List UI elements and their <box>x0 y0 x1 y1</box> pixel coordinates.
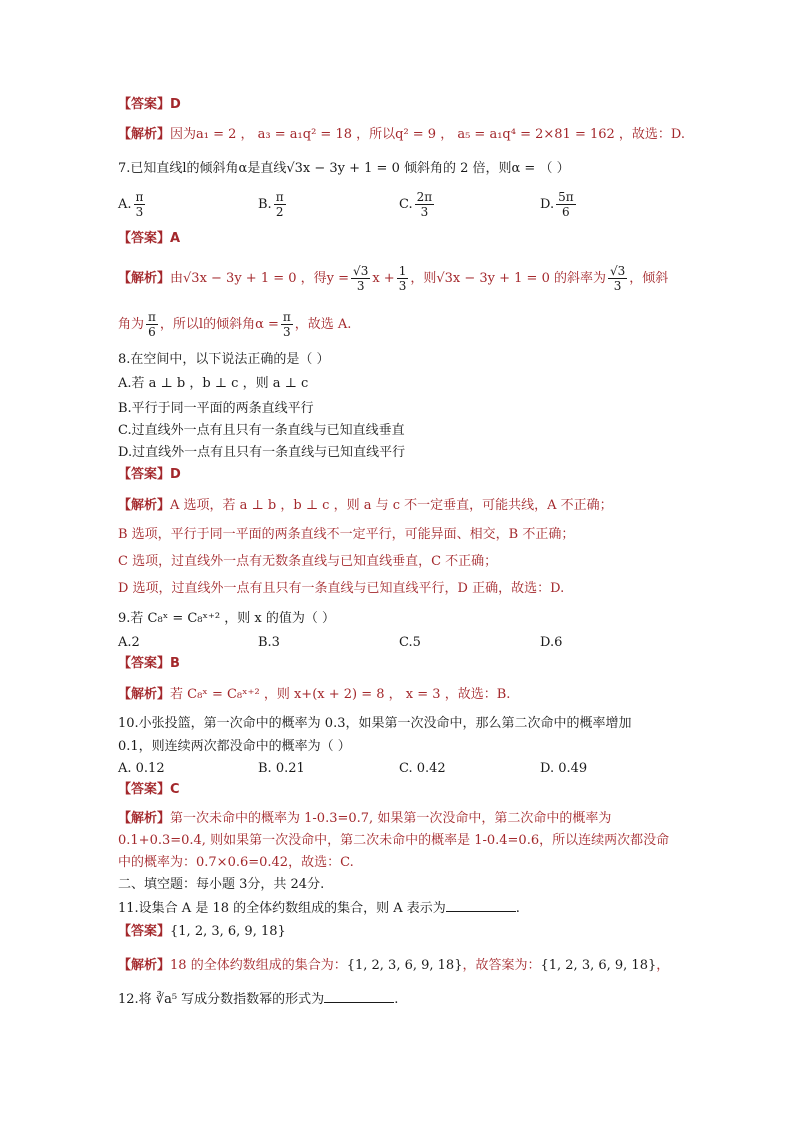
q9-option-b: B.3 <box>258 635 280 650</box>
question-10-cont: 0.1，则连续两次都没命中的概率为（ ） <box>118 739 351 754</box>
q7-option-b: B. $\frac{\pi}{2}$ <box>258 190 284 219</box>
q8-option-a: A.若 a ⊥ b ，b ⊥ c ，则 a ⊥ c <box>118 376 309 391</box>
q7-option-d: D. $\frac{5\pi}{6}$ <box>540 190 574 219</box>
q9-option-c: C.5 <box>399 635 421 650</box>
q7-option-a: A. $\frac{\pi}{3}$ <box>118 190 144 219</box>
answer-line <box>118 923 678 941</box>
analysis-line: 【解析】18 的全体约数组成的集合为：{1, 2, 3, 6, 9, 18}，故答案为：{1, 2, 3, 6, 9, 18}， <box>118 958 670 973</box>
analysis-line: 【解析】若 C₈ˣ = C₈ˣ⁺² ，则 x+(x + 2) = 8 ， x = 3 ，故选：B. <box>118 687 511 702</box>
answer-blank <box>324 990 394 1003</box>
answer-tag: 【答案】 <box>118 782 171 797</box>
q10-option-b: B. 0.21 <box>258 761 305 776</box>
answer-tag: 【答案】 <box>118 97 171 112</box>
analysis-text: 因为a₁ = 2 ， a₃ = a₁q² = 18 ，所以q² = 9 ， a₅ = a₁q⁴ = 2×81 = 162 ，故选：D. <box>170 127 686 142</box>
q8-option-b: B.平行于同一平面的两条直线平行 <box>118 401 314 416</box>
analysis-line: C 选项，过直线外一点有无数条直线与已知直线垂直，C 不正确； <box>118 554 498 569</box>
answer-value: B <box>170 656 180 671</box>
analysis-tag: 【解析】 <box>118 958 171 973</box>
question-10: 10.小张投篮，第一次命中的概率为 0.3，如果第一次没命中，那么第二次命中的概率增加 <box>118 716 632 731</box>
analysis-tag: 【解析】 <box>118 811 171 826</box>
answer-line <box>118 781 678 799</box>
answer-line <box>118 230 678 248</box>
answer-line <box>118 655 678 673</box>
q10-option-d: D. 0.49 <box>540 761 588 776</box>
question-11: 11.设集合 A 是 18 的全体约数组成的集合，则 A 表示为 . <box>118 901 520 916</box>
analysis-tag: 【解析】 <box>118 687 171 702</box>
analysis-line: 【解析】由√3x − 3y + 1 = 0 ，得y = $\frac{√3}{3}$ x + $\frac{1}{3}$ ，则√3x − 3y + 1 = 0 的斜率为 $\frac{√3}{3}$ ，倾斜 <box>118 264 669 293</box>
answer-tag: 【答案】 <box>118 467 171 482</box>
answer-line <box>118 466 678 484</box>
analysis-line: 【解析】第一次未命中的概率为 1-0.3=0.7, 如果第一次没命中，第二次命中的概率为 <box>118 811 612 826</box>
question-8: 8.在空间中，以下说法正确的是（ ） <box>118 352 330 367</box>
answer-blank <box>446 899 516 912</box>
q10-option-a: A. 0.12 <box>118 761 165 776</box>
answer-value: D <box>170 97 181 112</box>
answer-tag: 【答案】 <box>118 924 171 939</box>
q8-option-c: C.过直线外一点有且只有一条直线与已知直线垂直 <box>118 423 405 438</box>
section-heading: 二、填空题：每小题 3分，共 24分. <box>118 877 325 892</box>
analysis-line <box>118 126 686 144</box>
question-12: 12.将 ∛a⁵ 写成分数指数幂的形式为 . <box>118 992 399 1007</box>
analysis-tag: 【解析】 <box>118 271 171 286</box>
analysis-tag: 【解析】 <box>118 498 171 513</box>
analysis-line: 角为 $\frac{\pi}{6}$ ，所以l的倾斜角α = $\frac{\pi}{3}$ ，故选 A. <box>118 310 352 339</box>
answer-tag: 【答案】 <box>118 656 171 671</box>
answer-value: {1, 2, 3, 6, 9, 18} <box>170 924 286 939</box>
q7-option-c: C. $\frac{2\pi}{3}$ <box>399 190 433 219</box>
q9-option-d: D.6 <box>540 635 563 650</box>
q8-option-d: D.过直线外一点有且只有一条直线与已知直线平行 <box>118 445 406 460</box>
q9-option-a: A.2 <box>118 635 140 650</box>
answer-value: C <box>170 782 180 797</box>
answer-line <box>118 96 678 114</box>
answer-tag: 【答案】 <box>118 231 171 246</box>
question-9: 9.若 C₈ˣ = C₈ˣ⁺² ，则 x 的值为（ ） <box>118 611 335 626</box>
analysis-line: D 选项，过直线外一点有且只有一条直线与已知直线平行，D 正确，故选：D. <box>118 581 565 596</box>
answer-value: A <box>170 231 181 246</box>
answer-value: D <box>170 467 181 482</box>
q10-option-c: C. 0.42 <box>399 761 446 776</box>
analysis-line: 中的概率为：0.7×0.6=0.42，故选：C. <box>118 855 354 870</box>
analysis-tag: 【解析】 <box>118 127 171 142</box>
analysis-line: 0.1+0.3=0.4, 则如果第一次没命中，第二次未命中的概率是 1-0.4=0.6，所以连续两次都没命 <box>118 833 670 848</box>
analysis-line: B 选项，平行于同一平面的两条直线不一定平行，可能异面、相交，B 不正确； <box>118 527 575 542</box>
analysis-line: 【解析】A 选项，若 a ⊥ b ，b ⊥ c ，则 a 与 c 不一定垂直，可能共线，A 不正确； <box>118 498 613 513</box>
question-7: 7.已知直线l的倾斜角α是直线√3x − 3y + 1 = 0 倾斜角的 2 倍，则α = （ ） <box>118 161 570 176</box>
